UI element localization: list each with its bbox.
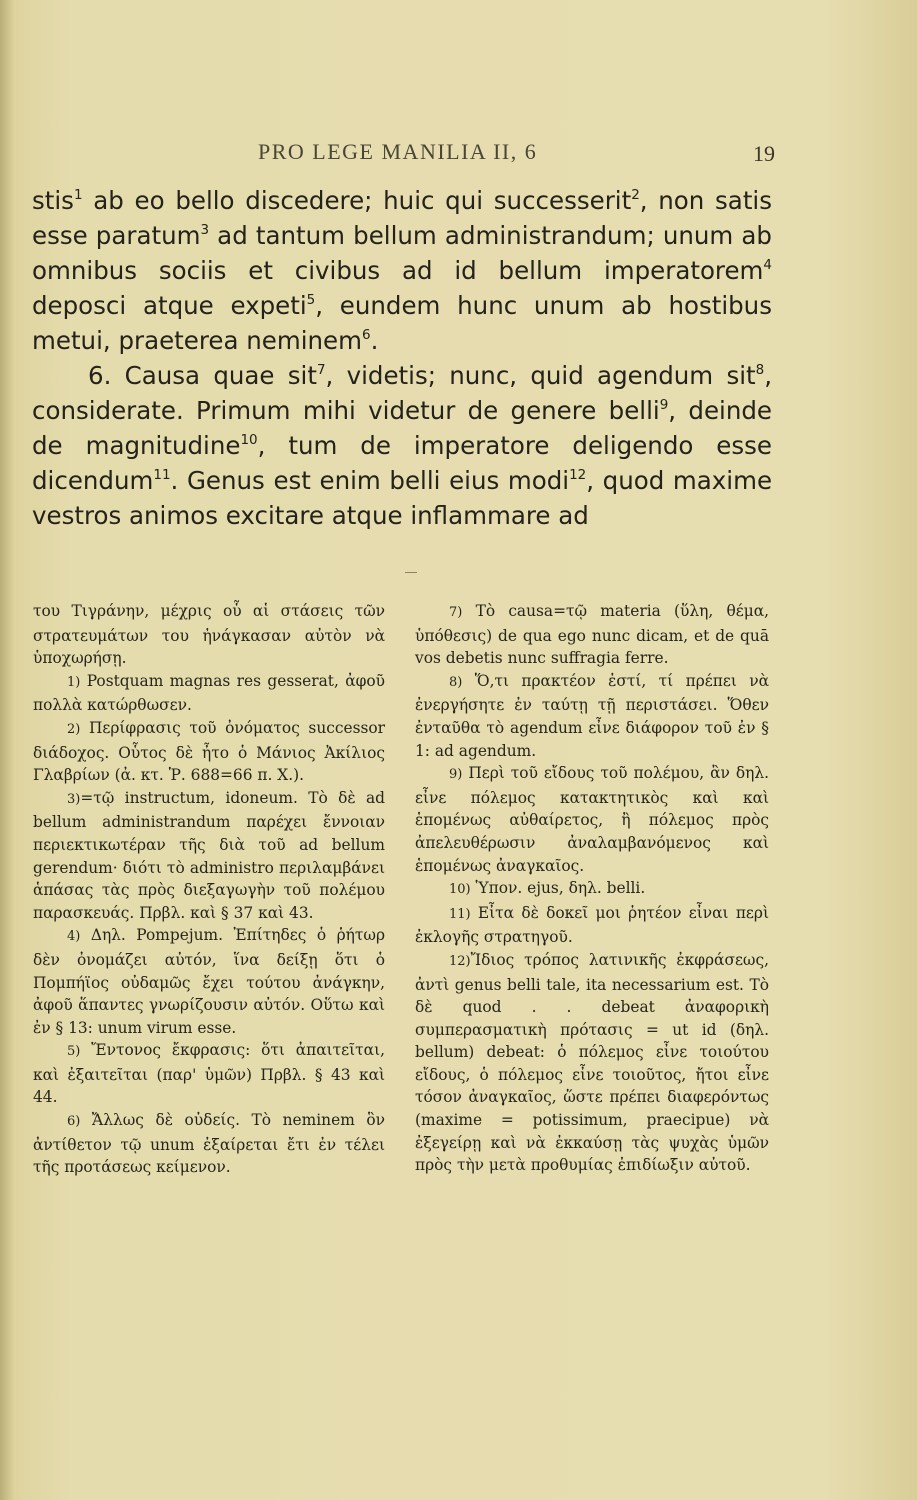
footnote-ref: 9 (659, 396, 669, 413)
footnote: 10) Ὑπον. ejus, δηλ. belli. (449, 879, 646, 898)
page-gutter (0, 0, 14, 1500)
separator-rule (405, 572, 417, 573)
footnote-ref: 11 (153, 466, 171, 483)
footnote: 1) Postquam magnas res gesserat, ἀφοῦ πολλὰ κατώρθωσεν. (33, 671, 385, 715)
footnote: 7) Τὸ causa=τῷ materia (ὕλη, θέμα, ὑπόθεσις) de qua ego nunc dicam, et de quā vos debetis nunc suffragia ferre. (415, 602, 769, 668)
footnote-ref: 8 (755, 361, 765, 378)
footnote: 8) Ὅ,τι πρακτέον ἐστί, τί πρέπει νὰ ἐνεργήσητε ἐν ταύτῃ τῇ περιστάσει. Ὅθεν ἐνταῦθα τὸ agendum εἶνε διάφορον τοῦ ἐν § 1: ad agendum. (415, 671, 769, 760)
footnote: 6) Ἄλλως δὲ οὐδείς. Τὸ neminem ὃν ἀντίθετον τῷ unum ἐξαίρεται ἔτι ἐν τέλει τῆς προτάσεως κείμενον. (33, 1111, 385, 1177)
footnote-ref: 6 (362, 326, 371, 343)
paragraph-1: stis$^1$ ab eo bello discedere; huic qui successerit$^2$, non satis esse paratum$^3$ ad tantum bellum administrandum; unum ab omnibus sociis et civibus ad id bellum imperatorem$^4$ deposci atque expeti$^5$, eundem hunc unum ab hostibus metui, praeterea neminem$^6$. (32, 186, 772, 355)
footnote-ref: 10 (240, 431, 258, 448)
paragraph-2: 6. Causa quae sit$^7$, videtis; nunc, quid agendum sit$^8$, considerate. Primum mihi videtur de genere belli$^9$, deinde de magnitudine$^{10}$, tum de imperatore deligendo esse dicendum$^{11}$. Genus est enim belli eius modi$^{12}$, quod maxime vestros animos excitare atque inflammare ad (32, 361, 773, 530)
footnote-ref: 3 (200, 221, 210, 238)
main-latin-text (32, 183, 772, 533)
footnote-ref: 7 (316, 361, 326, 378)
footnote-ref: 1 (73, 186, 83, 203)
footnote: 12)Ἴδιος τρόπος λατινικῆς ἐκφράσεως, ἀντὶ genus belli tale, ita necessarium est. Τὸ δὲ quod . . debeat ἀναφορικὴ συμπερασματικὴ πρότασις = ut id (δηλ. bellum) debeat: ὁ πόλεμος εἶνε τοιούτου εἴδους, ὁ πόλεμος εἶνε τοιοῦτος, ἤτοι εἶνε τόσον ἀναγκαῖος, ὥστε πρέπει διαφερόντως (maxime = potissimum, praecipue) νὰ ἐξεγείρῃ καὶ νὰ ἐκκαύσῃ τὰς ψυχὰς ὑμῶν πρὸς τὴν μετὰ προθυμίας ἐπιδίωξιν αὐτοῦ. (415, 950, 769, 1175)
footnote-ref: 2 (631, 186, 640, 203)
footnotes-left-column (33, 600, 385, 1179)
footnote: 5) Ἔντονος ἔκφρασις: ὅτι ἀπαιτεῖται, καὶ ἐξαιτεῖται (παρ' ὑμῶν) Πρβλ. § 43 καὶ 44. (33, 1041, 385, 1107)
footnote-ref: 4 (763, 256, 772, 273)
footnote: 11) Εἶτα δὲ δοκεῖ μοι ῥητέον εἶναι περὶ ἐκλογῆς στρατηγοῦ. (415, 903, 769, 947)
page-number: 19 (753, 141, 775, 166)
footnote: 3)=τῷ instructum, idoneum. Τὸ δὲ ad bellum administrandum παρέχει ἔννοιαν περιεκτικωτέραν τῆς διὰ τοῦ ad bellum gerendum· διότι τὸ administro περιλαμβάνει ἁπάσας τὰς πρὸς διεξαγωγὴν τοῦ πολέμου παρασκευάς. Πρβλ. καὶ § 37 καὶ 43. (33, 788, 385, 922)
footnote: 2) Περίφρασις τοῦ ὀνόματος successor διάδοχος. Οὗτος δὲ ἦτο ὁ Μάνιος Ἀκίλιος Γλαβρίων (ἀ. κτ. Ῥ. 688=66 π. Χ.). (33, 718, 385, 785)
footnote: 4) Δηλ. Pompejum. Ἐπίτηδες ὁ ῥήτωρ δὲν ὀνομάζει αὐτόν, ἵνα δείξῃ ὅτι ὁ Πομπήϊος οὐδαμῶς ἔχει τούτου ἀνάγκην, ἀφοῦ ἅπαντες γνωρίζουσιν αὐτόν. Οὕτω καὶ ἐν § 13: unum virum esse. (33, 926, 385, 1037)
footnote-ref: 12 (569, 466, 587, 483)
footnote: 9) Περὶ τοῦ εἴδους τοῦ πολέμου, ἂν δηλ. εἶνε πόλεμος κατακτητικὸς καὶ καὶ ἑπομένως αὐθαίρετος, ἢ πόλεμος πρὸς ἀπελευθέρωσιν ἀναλαμβανόμενος καὶ ἑπομένως ἀναγκαῖος. (415, 764, 769, 875)
footnote-ref: 5 (306, 291, 316, 308)
footnote: του Τιγράνην, μέχρις οὗ αἱ στάσεις τῶν στρατευμάτων του ἠνάγκασαν αὐτὸν νὰ ὑποχωρήσῃ. (33, 602, 385, 668)
running-head (30, 139, 775, 169)
footnotes-right-column (415, 600, 769, 1177)
running-title: PRO LEGE MANILIA II, 6 (258, 139, 538, 164)
